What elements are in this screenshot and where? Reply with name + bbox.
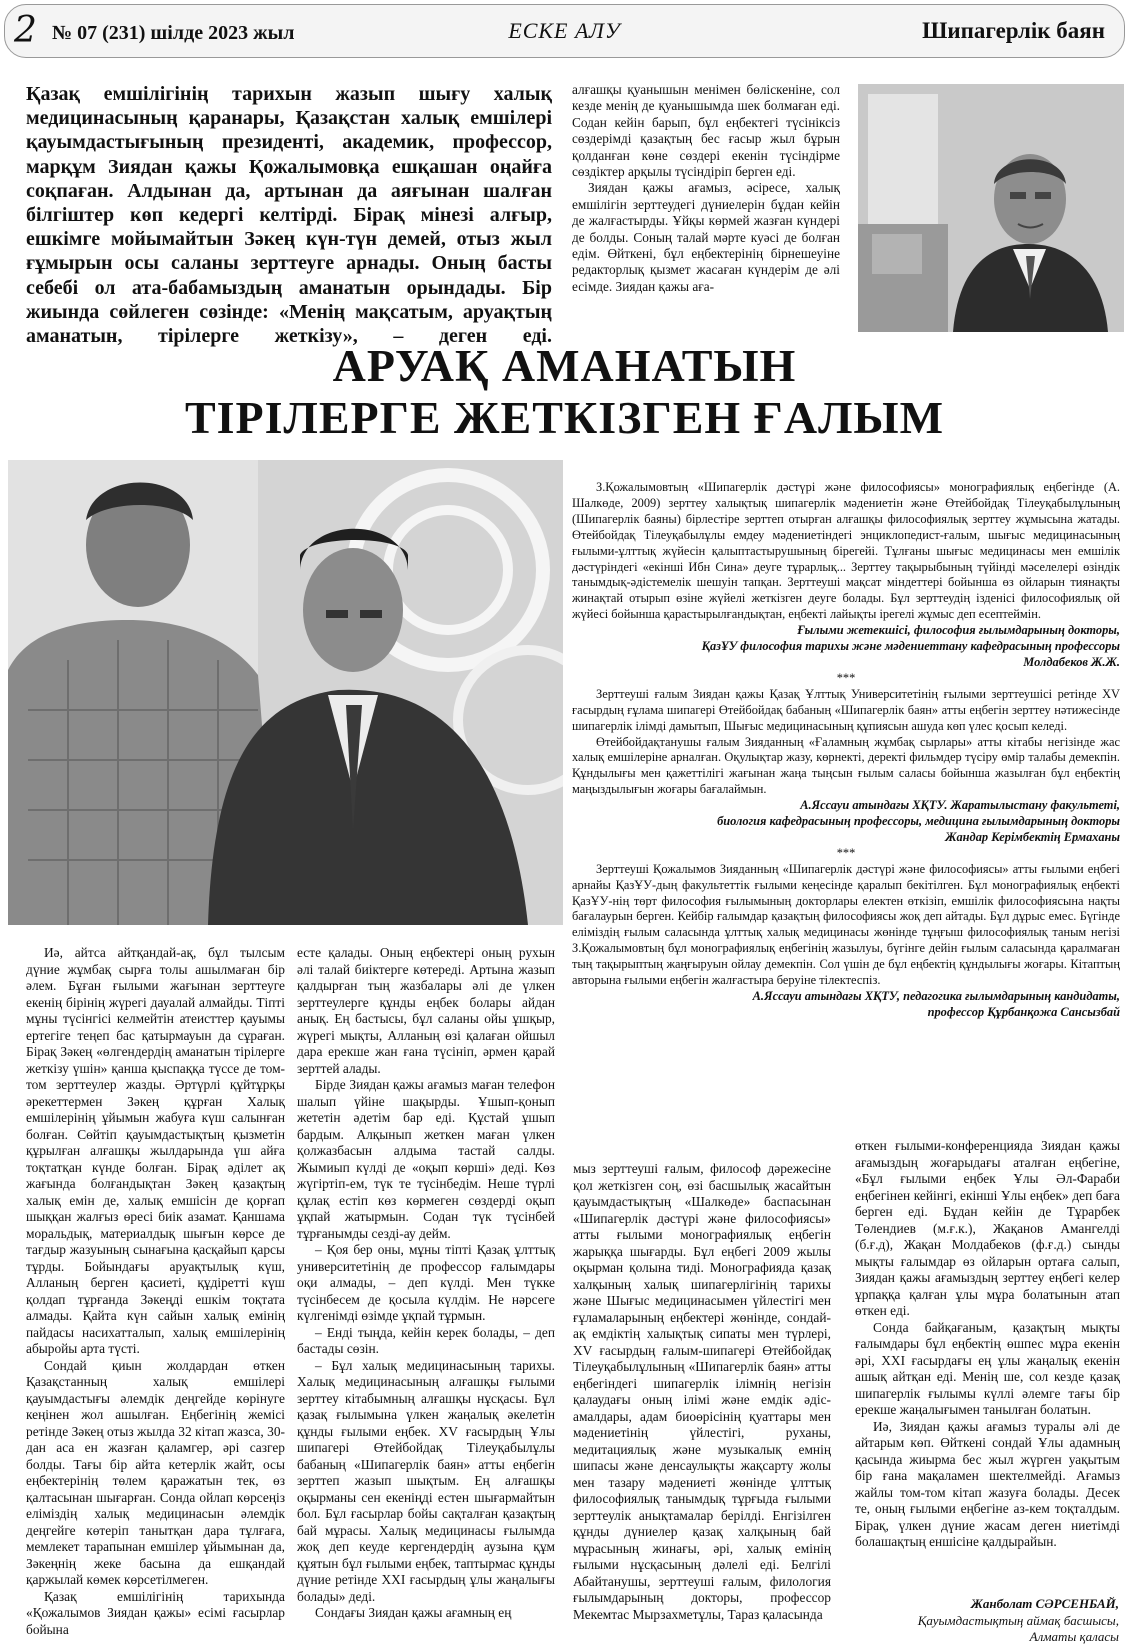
paragraph: Сондағы Зиядан қажы ағамның ең <box>315 1605 512 1620</box>
page-number: 2 <box>14 10 37 51</box>
paragraph: Сондай қиын жолдардан өткен Қазақстанның халық емшілері қауымдастығы әлемдік деңгейде көрінуге кеңінен жол ашылған. Еңбегінің жемісі ретінде Зәкең отыз жылда 32 кітап жазса, 30-дан аса ен жазған қаламгер, әрі сазгер болды. Тағы бір айта кетерлік жайт, осы еңбектерінің төлем қаражатын тек, өз қалтасынан шығарған. Сонда ойлап көрсеңіз еліміздің халық медицинасын әлемдік деңгейге көтеріп танытқан дара тұлғаға, мемлекет тарапынан емшілер ұйымынан да, Зәкеңнің жеке басына да ешқандай қаржылай көмек көрсетілмеген. <box>26 1357 285 1587</box>
main-photo-illustration <box>8 460 563 925</box>
author-city: Алматы қаласы <box>1029 1629 1119 1644</box>
lead-paragraph: Қазақ емшілігінің тарихын жазып шығу халық медицинасының қаранары, Қазақстан халық емшілері қауымдастығының президенті, академик, профессор, марқұм Зиядан қажы Қожалымовқа ешқашан оңайға соқпаған. Алдынан да, артынан да аяғынан шалған білгіштер көп кедергі келтірді. Бірақ мінезі алғыр, ешкімге мойымайтын Зәкең күн-түн демей, отыз жыл ғұмырын осы саланы зерттеуге арнады. Оның басты себебі ол ата-бабамыздың аманатын орындады. Бір жиында сөйлеген сөзінде: «Менің мақсатым, аруақтың аманатын, тірілерге жеткізу», – деген еді. <box>26 83 552 348</box>
paragraph: – Қоя бер оны, мұны тіпті Қазақ ұлттық университетінің де профессор ғалымдары оқи алмады, – деп күлді. Мен түкке түсінбесем де қосыла күлдім. Не нәрсеге күлгенімді өзімде ұқпай тұрмын. <box>297 1242 555 1323</box>
paragraph: алғашқы қуанышын менімен бөліскеніне, сол кезде менің де қуанышымда шек болмаған еді. Содан кейін барып, бұл еңбектегі түсініксіз сөздерімді қазақтың бес ғасыр жыл бұрын қолданған көне сөздері екенін түсіндірме сөздіктер арқылы түсіндіріп берген еді. <box>572 82 840 180</box>
testimonial-text: Өтейбойдақтанушы ғалым Зияданның «Ғаламның жұмбақ сырлары» атты кітабы негізінде жас халық емшілеріне арналған. Оқулықтар жазу, көрнекті, деректі фильмдер түсіру өмір талабы демекпін. Құндылығы мен қажеттілігі жағынан жаңа тыңсын ғылым саласы бойынша жазылған бұл еңбектің маңыздылығын жоғары бағалаймын. <box>572 734 1120 797</box>
testimonial-signature: биология кафедрасының профессоры, медицина ғылымдарының докторы <box>717 814 1120 829</box>
paragraph: Иә, айтса айтқандай-ақ, бұл тылсым дүние жұмбақ сырға толы ашылмаған бір әлем. Бұған ғылыми жағынан зерттеуге екенің бірінің жүрегі дауалай алмайды. Тіпті мұны түсінгісі келмейтін атеисттер қауымы ертегіге теңеп бас қатырмауын да сұраған. Бірақ Зәкең «өлгендердің аманатын тірілерге жеткізу үшін» қанша қыспаққа түссе де том-том зерттеулер жазды. Әртүрлі құйтұрқы әрекеттермен Зәкең құрған Халық емшілерінің ұйымын жабуға күш салынған болған. Сөйтіп қауымдастықтың қызметін құрылған алғашқы жылдарында үш айға тоқтатқан күнде болған. Бірақ әділет ақ жағында болғандықтан Зәкең қазақтың халық емін де, халық емшісін де қорғап шыққан жалғыз өресі биік азамат. Қаншама моральдық, материалдық шығын көрсе де тағдыр жазуының сынағына қасқайып қарсы тұрды. Бойындағы аруақтылық күш, Алланың берген қасиеті, құдіретті күш қолдап тұрғанда Зәкеңді ешкім тоқтата алмады. Қайта күн сайын халық емінің пайдасы насихатталып, халық емшілерінің абыройы арта түсті. <box>26 945 285 1356</box>
newspaper-section: Шипагерлік баян <box>922 18 1105 43</box>
paragraph: Қазақ емшілігінің тарихында «Қожалымов Зиядан қажы» есімі ғасырлар бойына <box>26 1588 285 1637</box>
rubric-title: ЕСКЕ АЛУ <box>508 18 621 43</box>
issue-info: № 07 (231) шілде 2023 жыл <box>52 22 295 44</box>
portrait-photo <box>858 84 1124 332</box>
testimonial-signature: ҚазҰУ философия тарихы және мәдениеттану кафедрасының профессоры <box>701 639 1120 654</box>
author-role: Қауымдастықтың аймақ басшысы, <box>917 1612 1119 1628</box>
author-name: Жанболат СӘРСЕНБАЙ, <box>970 1596 1119 1611</box>
headline-line-2: ТІРІЛЕРГЕ ЖЕТКІЗГЕН ҒАЛЫМ <box>184 392 945 443</box>
headline-line-1: АРУАҚ АМАНАТЫН <box>332 340 797 391</box>
testimonial-signature: Молдабеков Ж.Ж. <box>1023 654 1120 669</box>
paragraph: Бірде Зиядан қажы ағамыз маған телефон шалып үйіне шақырды. Ұшып-қонып жететін әдетім бар еді. Құстай ұшып бардым. Алқынып жеткен маған үлкен қолжазбасын алдыма тастай салды. Жымиып күлді де «оқып көрші» деді. Көз жүгіртіп-ем, түк те түсінбедім. Неше түрлі құлақ естіп көз көрмеген сөздерді оқып ұқпай жатырмын. Содан түк түсінбей тұрғанымды сезді-ау дейм. <box>297 1077 555 1241</box>
paragraph: есте қалады. Оның еңбектері оның рухын әлі талай биіктерге көтереді. Артына жазып қалдырған тың жазбалары әлі де үлкен зерттеулерге құнды еңбек болары айдан анық. Ең бастысы, бұл саланы ойы ұшқыр, жүрегі мықты, Алланың өзі қалаған ойшыл дара ерекше жан ғана түсініп, әрмен қарай зерттей алады. <box>297 945 555 1076</box>
testimonial-text: З.Қожалымовтың «Шипагерлік дәстүрі және философиясы» монографиялық еңбегінде (А. Шалкөде, 2009) зерттеу халықтық шипагерлік мәдениетін және Өтейбойдақ Тілеуқабылұлының (Шипагерлік баяны) бірлестіре зерттеп отырған алғашқы философиялық зерттеу жұмысына жатады. Өтейбойдақ Тілеуқабылұлы емдеу мәдениетіндегі энциклопедист-ғалым, шығыс медицинасының ғылыми-ұлттық жүйесін қалыптастырушының бірегейі. Тұлғаны шығыс медицинасы мен емшілік дәстүріндегі «екінші Ибн Сина» деуге тұрарлық... Зерттеу тақырыбының түйінді мәселелері өзіндік танымдық-әдістемелік шешуін тапқан. Зерттеуші мақсат міндеттері бойынша өз ойларын тиянақты жинақтай отырып өзіне жүйелі жеткізген деуге болады. Бұл зерттеудің іздeнісі философиялық ой жүйесі бойынша қарастырылғандықтан, еңбекті лайықты ірегелі жұмыс деп есептеймін. <box>572 480 1120 622</box>
author-signature <box>918 1596 1119 1646</box>
top-column <box>572 82 840 295</box>
testimonial-signature: А.Яссауи атындағы ХҚТУ, педагогика ғылымдарының кандидаты, <box>752 989 1120 1003</box>
testimonial-signature: А.Яссауи атындағы ХҚТУ. Жаратылыстану факультеті, <box>800 798 1120 813</box>
main-photo <box>8 460 563 925</box>
paragraph: Иә, Зиядан қажы ағамыз туралы әлі де айтарым көп. Өйткені сондай Ұлы адамның қасында жиырма бес жыл жүрген уақытым бір ғана мақаламен шектелмейді. Ағамыз жайлы том-том кітап жазуға болады. Десек те, оның ғылыми еңбегіне аз-кем тоқталдым. Бірақ, үлкен дүние жасам деген ниетімді болашақтың еншісіне қалдырайын. <box>855 1418 1120 1549</box>
paragraph: Сонда байқағаным, қазақтың мықты ғалымдары бұл еңбектің өшпес мұра екенін әрі, XXI ғасырдағы ең ұлы жаңалық екенін ашық айтқан еді. Менің ше, сол кезде қазақ шипагерлік ғылымы күллі әлемге тағы бір ерекше жаңалығымен танылған болатын. <box>855 1319 1120 1417</box>
testimonial-signature: профессор Құрбанқожа Сансызбай <box>927 1004 1120 1019</box>
testimonials-box <box>572 480 1120 1021</box>
body-column-3 <box>573 1161 831 1623</box>
testimonial-text: Зерттеуші ғалым Зиядан қажы Қазақ Ұлттық Университетінің ғылыми зерттеушісі ретінде XV ғасырдың ғұлама шипагері Өтейбойдақ бабаның «Шипагерлік баян» атты еңбегін зерттеу нәтижесінде шипагерлік ілімді дамытып, Шығыс медицинасының құпиясын ашуда көп үлес қосып келеді. <box>572 686 1120 733</box>
paragraph: Зиядан қажы ағамыз, әсіресе, халық емшілігін зерттеудегі дүниелерін бұдан кейін де жалғастырды. Ұйқы көрмей жазған күндері де болды. Соның талай мәрте куәсі де болған едім. Өйткені, бұл еңбектерінің бірнешеуіне редакторлық қызмет жасаған күндерім де әлі есімде. Зиядан қажы аға- <box>572 180 840 294</box>
headline <box>0 340 1129 444</box>
body-column-2 <box>297 945 555 1622</box>
paragraph: өткен ғылыми-конференцияда Зиядан қажы ағамыздың жоғарыдағы аталған еңбегіне, «Бұл ғылыми еңбек Ұлы Әл-Фараби еңбегінен кейінгі, екінші Ұлы еңбек» деп баға берген еді. Бұдан кейін де Тұрарбек Төлендиев (м.ғ.к.), Жақанов Амангелді (б.ғ.д), Жақан Молдабеков (ф.ғ.д.) сынды мықты ғалымдар өз ойларын ортаға салып, Зиядан қажы ағамыздың зерттеу еңбегі келер ұрпаққа қалған ұлы мұра болатынын атап өткен еді. <box>855 1138 1120 1318</box>
portrait-illustration <box>858 84 1124 332</box>
testimonial-signature: Жандар Керімбектің Ермаханы <box>945 829 1120 844</box>
paragraph: – Енді тыңда, кейін керек болады, – деп бастады сөзін. <box>297 1324 555 1356</box>
body-column-4 <box>855 1138 1120 1551</box>
page-header <box>0 0 1129 62</box>
testimonial-signature: Ғылыми жетекшісі, философия ғылымдарының докторы, <box>797 623 1120 638</box>
paragraph: – Бұл халық медицинасының тарихы. Халық медицинасының алғашқы ғылыми зерттеу кітабымның алғашқы нұсқасы. Бұл қазақ ғылымына үлкен жаңалық әкелетін құнды ғылыми еңбек. XV ғасырдың Ұлы шипагері Өтейбойдақ Тілеуқабылұлы бабаның «Шипагерлік баян» атты еңбегін зерттеп жазып шықтым. Ең алғашқы оқырманы сен екеніңді естен шығармайтын бол. Бұл ғасырлар бойы сақталған қазақтың бай мұрасы. Халық медицинасы ғылымда жоқ деп кеуде кергендердің аузына құм құятын бұл ғылыми еңбек, таптырмас құнды дүние ретінде XXI ғасырдың ұлы жаңалығы болады» деді. <box>297 1357 555 1604</box>
separator: *** <box>836 670 856 685</box>
body-column-1 <box>26 945 285 1638</box>
separator: *** <box>836 845 856 860</box>
paragraph: мыз зерттеуші ғалым, философ дәрежесіне қол жеткізген соң, өзі басшылық жасайтын қауымдастықтың «Шалкөде» баспасынан «Шипагерлік дәстүрі және философиясы» атты ғылыми монографиялық еңбегін жарыққа шығарды. Бұл еңбегі 2009 жылы оқырман қолына тиді. Монографияда қазақ халқының халық шипагерлігінің тарихы және Шығыс медицинасымен үйлестігі мен ғұламаларының еңбектері жөнінде, сондай-ақ емдіктің халықтық сипаты мен түрлері, XV ғасырдың ғалым-шипагері Өтейбойдақ Тілеуқабылұлының «Шипагерлік баян» атты еңбегіндегі шипагерлік ілімнің негізін қалаудағы оның ілімі және емдік әдіс-амалдары, адам биоөрісінің қуаттары мен мәдениетінің үйлестігі, руханы, медитациялық және музыкалық емнің шипасы және денсаулықты жақсарту жолы мен тазару мәдениеті жөнінде ұлттық философиялық танымдық тұрғыда ғылыми зерттеулік анықтамалар берілді. Енгізілген құнды дүниелер қазақ халқының бай мұрасының жинағы, әрі, халық емінің ғылыми нұсқасының дәлелі еді. Белгілі Абайтанушы, зерттеуші ғалым, филология ғылымдарының докторы, профессор Мекемтас Мырзахметұлы, Тараз қаласында <box>573 1161 831 1622</box>
testimonial-text: Зерттеуші Қожалымов Зияданның «Шипагерлік дәстүрі және философиясы» атты ғылыми еңбегі арнайы ҚазҰУ-дың факультеттік ғылыми кеңесінде қаралып бекітілген. Бұл монографиялық еңбекті ҚазҰУ-нің төрт философия ғылымының докторлары електен өткізіп, емшілік философиясына нақты бағалаурын берген. Кейбір ғалымдар қазақтың философиясы жоқ деп айтады. Бұл дұрыс емес. Бүгінде еліміздің ғылым саласында ұлттық халық медицинасы жөнінде тұңғыш философиялық таным негізі З.Қожалымовтың бұл монографиялық еңбегінің жазылуы, бүгінге дейін ғылым саласында қаралмаған тың тақырыптың жаңғыруын ойлау демекпін. Сол үшін де бұл еңбектің құндылығы жоғары. Кітаптың авторына ғылыми еңбегін жалғастыра беруіне тілектеспіз. <box>572 861 1120 988</box>
